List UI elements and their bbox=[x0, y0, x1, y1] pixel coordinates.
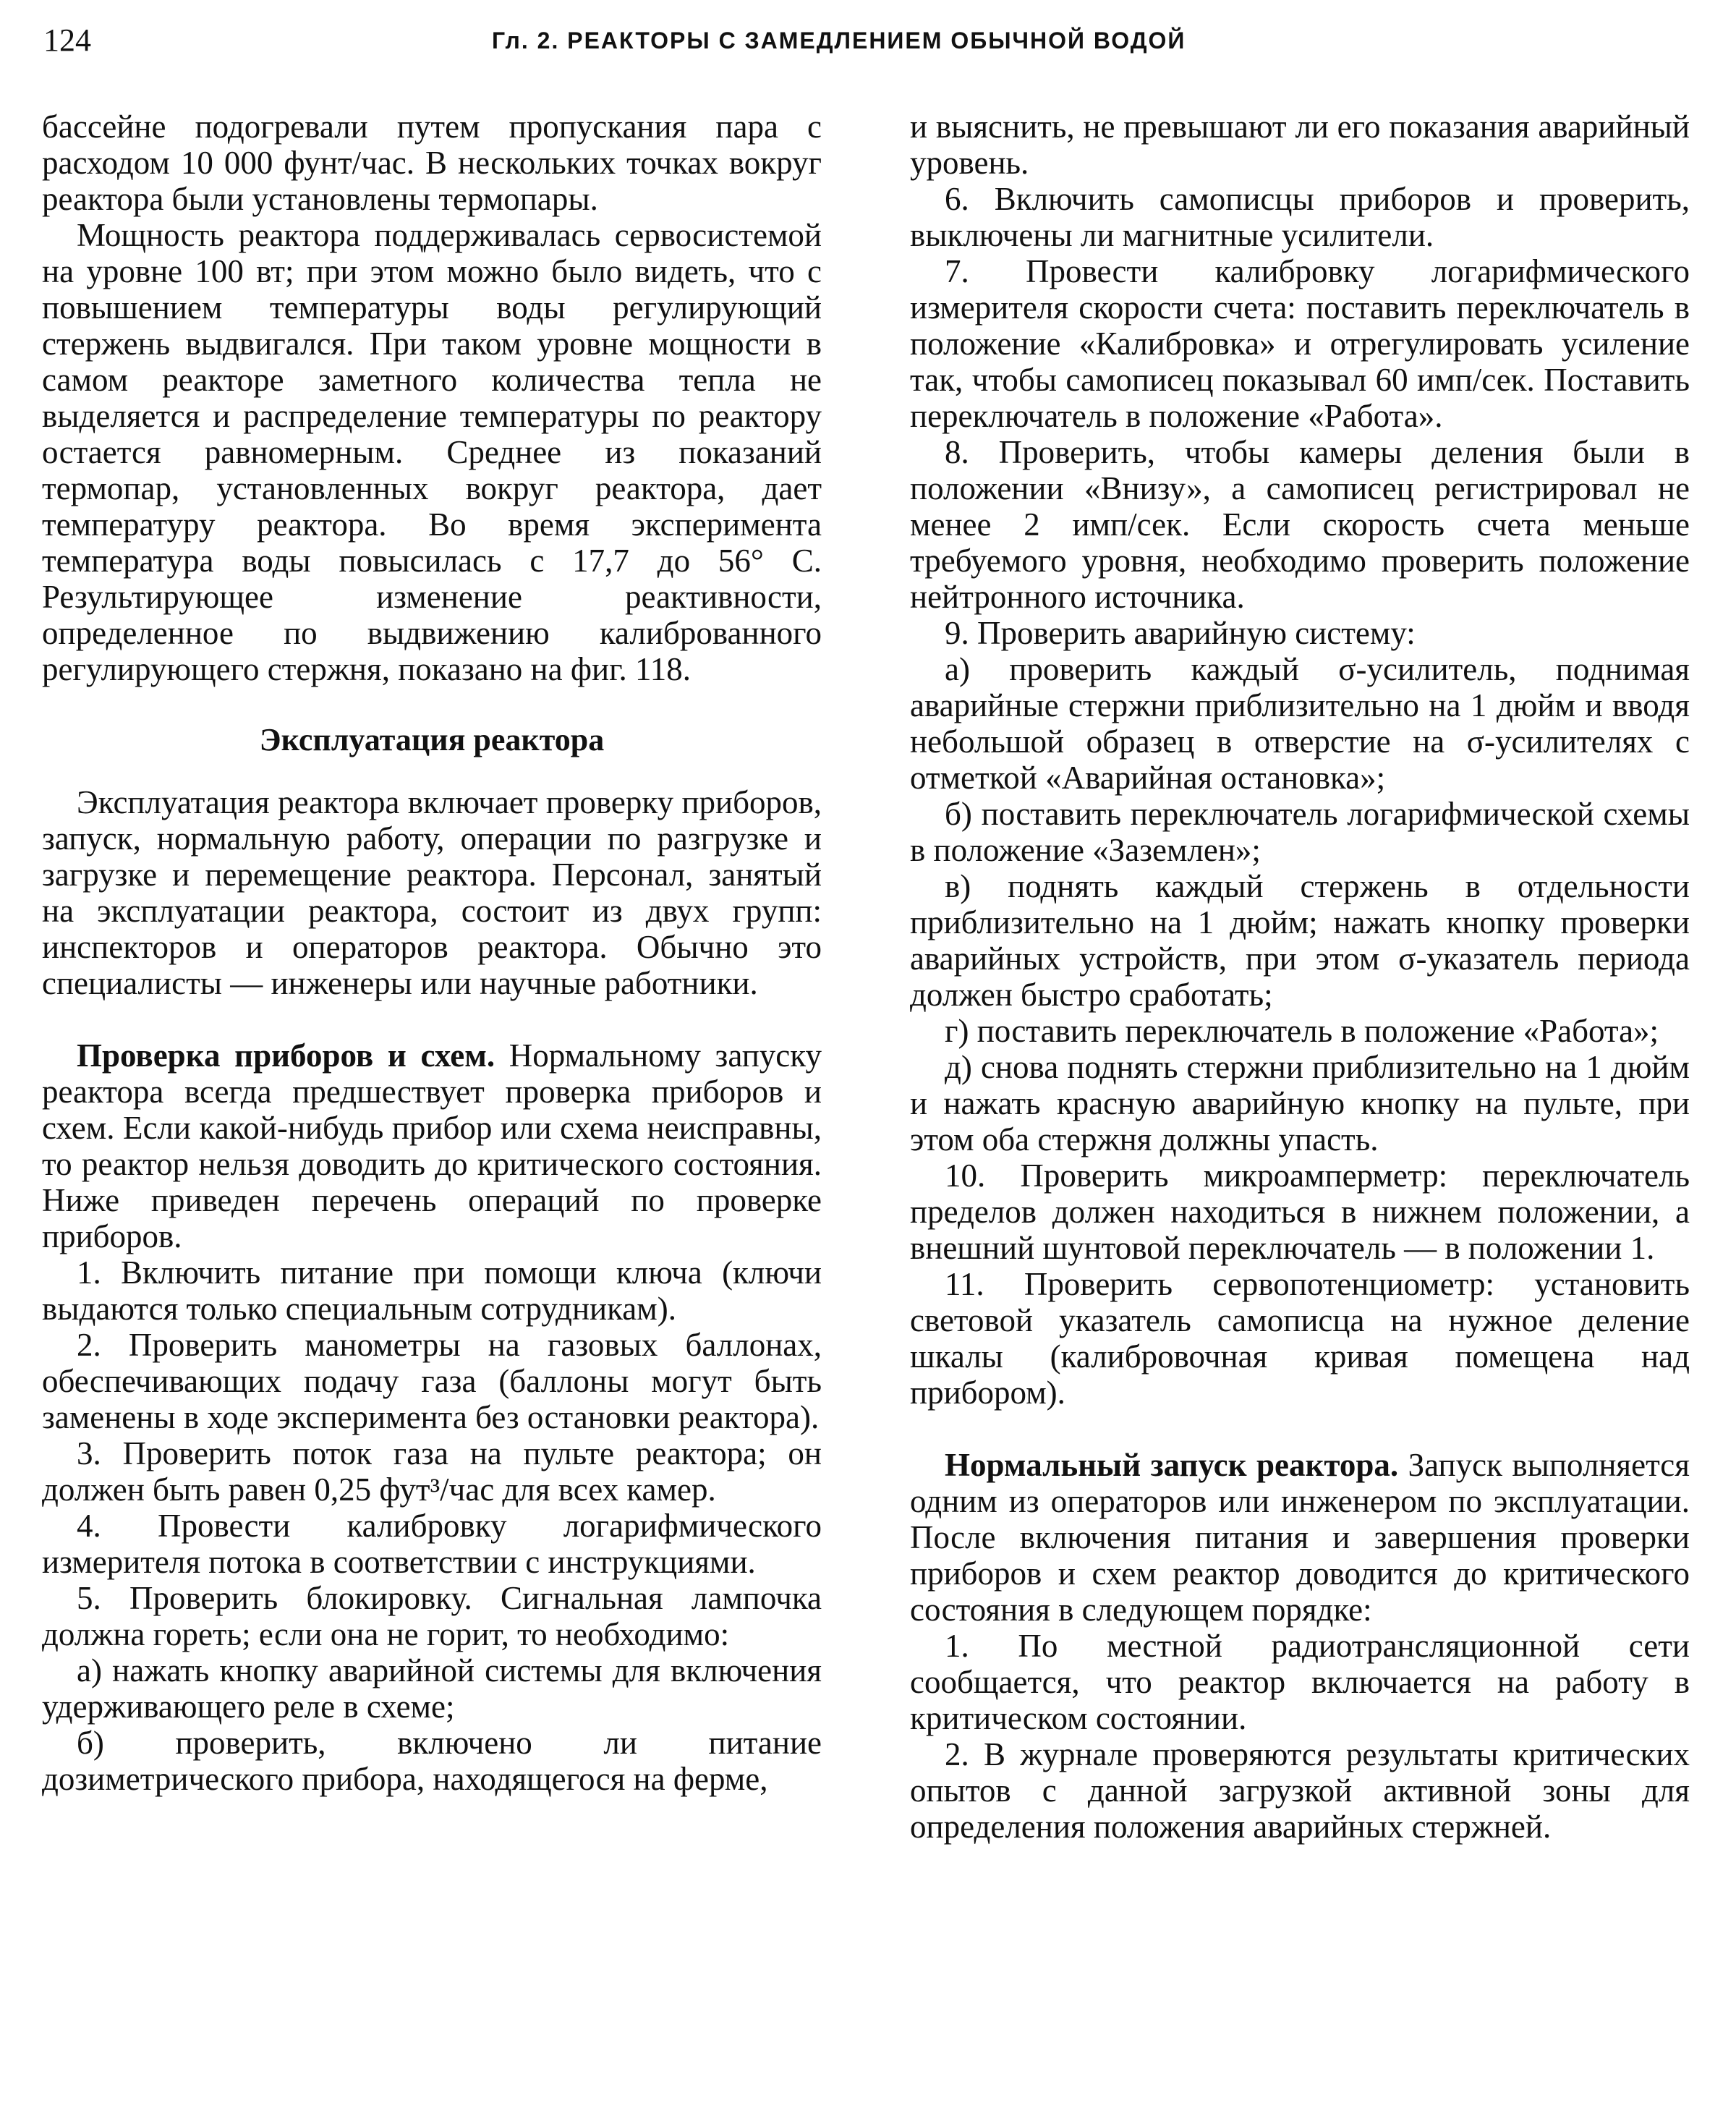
page-header bbox=[43, 22, 1693, 65]
paragraph-text: Запуск выполняется одним из операторов или инженером по эксплуатации. После включения питания и завершения проверки приборов и схем реактор доводится до критического состояния в следующем порядке: bbox=[910, 1447, 1690, 1628]
list-item: б) поставить переключатель логарифмической схемы в положение «Заземлен»; bbox=[910, 796, 1690, 868]
list-item: 2. Проверить манометры на газовых баллонах, обеспечивающих подачу газа (баллоны могут быть заменены в ходе эксперимента без остановки реактора). bbox=[42, 1327, 822, 1435]
right-column bbox=[910, 109, 1690, 1845]
running-title: Гл. 2. РЕАКТОРЫ С ЗАМЕДЛЕНИЕМ ОБЫЧНОЙ ВОДОЙ bbox=[492, 27, 1186, 54]
run-in-heading: Проверка приборов и схем. bbox=[77, 1037, 495, 1074]
section-heading: Эксплуатация реактора bbox=[259, 722, 605, 757]
list-item: 6. Включить самописцы приборов и проверить, выключены ли магнитные усилители. bbox=[910, 181, 1690, 253]
list-item: 2. В журнале проверяются результаты критических опытов с данной загрузкой активной зоны для определения положения аварийных стержней. bbox=[910, 1736, 1690, 1845]
list-item: 1. Включить питание при помощи ключа (ключи выдаются только специальным сотрудникам). bbox=[42, 1254, 822, 1327]
run-in-heading: Нормальный запуск реактора. bbox=[945, 1447, 1399, 1483]
list-item: б) проверить, включено ли питание дозиметрического прибора, находящегося на ферме, bbox=[42, 1725, 822, 1797]
paragraph-text: Нормальному запуску реактора всегда предшествует проверка приборов и схем. Если какой-нибудь прибор или схема неисправны, то реактор нельзя доводить до критического состояния. Ниже приведен перечень операций по проверке приборов. bbox=[42, 1037, 822, 1254]
list-item: а) нажать кнопку аварийной системы для включения удерживающего реле в схеме; bbox=[42, 1652, 822, 1725]
list-item: 1. По местной радиотрансляционной сети сообщается, что реактор включается на работу в критическом состоянии. bbox=[910, 1628, 1690, 1736]
list-item: 9. Проверить аварийную систему: bbox=[945, 615, 1416, 651]
paragraph: Мощность реактора поддерживалась сервосистемой на уровне 100 вт; при этом можно было видеть, что с повышением температуры воды регулирующий стержень выдвигался. При таком уровне мощности в самом реакторе заметного количества тепла не выделяется и распределение температуры по реактору остается равномерным. Среднее из показаний термопар, установленных вокруг реактора, дает температуру реактора. Во время эксперимента температура воды повысилась с 17,7 до 56° С. Результирующее изменение реактивности, определенное по выдвижению калиброванного регулирующего стержня, показано на фиг. 118. bbox=[42, 217, 822, 687]
list-item: г) поставить переключатель в положение «Работа»; bbox=[945, 1013, 1659, 1049]
left-column bbox=[42, 109, 822, 1797]
page-number: 124 bbox=[43, 22, 91, 58]
paragraph bbox=[42, 1037, 822, 1254]
list-item: 7. Провести калибровку логарифмического измерителя скорости счета: поставить переключатель в положение «Калибровка» и отрегулировать усиление так, чтобы самописец показывал 60 имп/сек. Поставить переключатель в положение «Работа». bbox=[910, 253, 1690, 434]
list-item: 3. Проверить поток газа на пульте реактора; он должен быть равен 0,25 фут³/час для всех камер. bbox=[42, 1435, 822, 1508]
paragraph: Эксплуатация реактора включает проверку приборов, запуск, нормальную работу, операции по разгрузке и загрузке и перемещение реактора. Персонал, занятый на эксплуатации реактора, состоит из двух групп: инспекторов и операторов реактора. Обычно это специалисты — инженеры или научные работники. bbox=[42, 784, 822, 1001]
paragraph: и выяснить, не превышают ли его показания аварийный уровень. bbox=[910, 109, 1690, 181]
list-item: 5. Проверить блокировку. Сигнальная лампочка должна гореть; если она не горит, то необходимо: bbox=[42, 1580, 822, 1652]
list-item: 8. Проверить, чтобы камеры деления были в положении «Внизу», а самописец регистрировал не менее 2 имп/сек. Если скорость счета меньше требуемого уровня, необходимо проверить положение нейтронного источника. bbox=[910, 434, 1690, 615]
paragraph: бассейне подогревали путем пропускания пара с расходом 10 000 фунт/час. В нескольких точках вокруг реактора были установлены термопары. bbox=[42, 109, 822, 217]
list-item: а) проверить каждый σ-усилитель, поднимая аварийные стержни приблизительно на 1 дюйм и вводя небольшой образец в отверстие на σ-усилителях с отметкой «Аварийная остановка»; bbox=[910, 651, 1690, 796]
paragraph bbox=[910, 1447, 1690, 1628]
list-item: д) снова поднять стержни приблизительно на 1 дюйм и нажать красную аварийную кнопку на пульте, при этом оба стержня должны упасть. bbox=[910, 1049, 1690, 1157]
list-item: 4. Провести калибровку логарифмического измерителя потока в соответствии с инструкциями. bbox=[42, 1508, 822, 1580]
list-item: в) поднять каждый стержень в отдельности приблизительно на 1 дюйм; нажать кнопку проверки аварийных устройств, при этом σ-указатель периода должен быстро сработать; bbox=[910, 868, 1690, 1013]
list-item: 10. Проверить микроамперметр: переключатель пределов должен находиться в нижнем положении, а внешний шунтовой переключатель — в положении 1. bbox=[910, 1157, 1690, 1266]
list-item: 11. Проверить сервопотенциометр: установить световой указатель самописца на нужное деление шкалы (калибровочная кривая помещена над прибором). bbox=[910, 1266, 1690, 1411]
